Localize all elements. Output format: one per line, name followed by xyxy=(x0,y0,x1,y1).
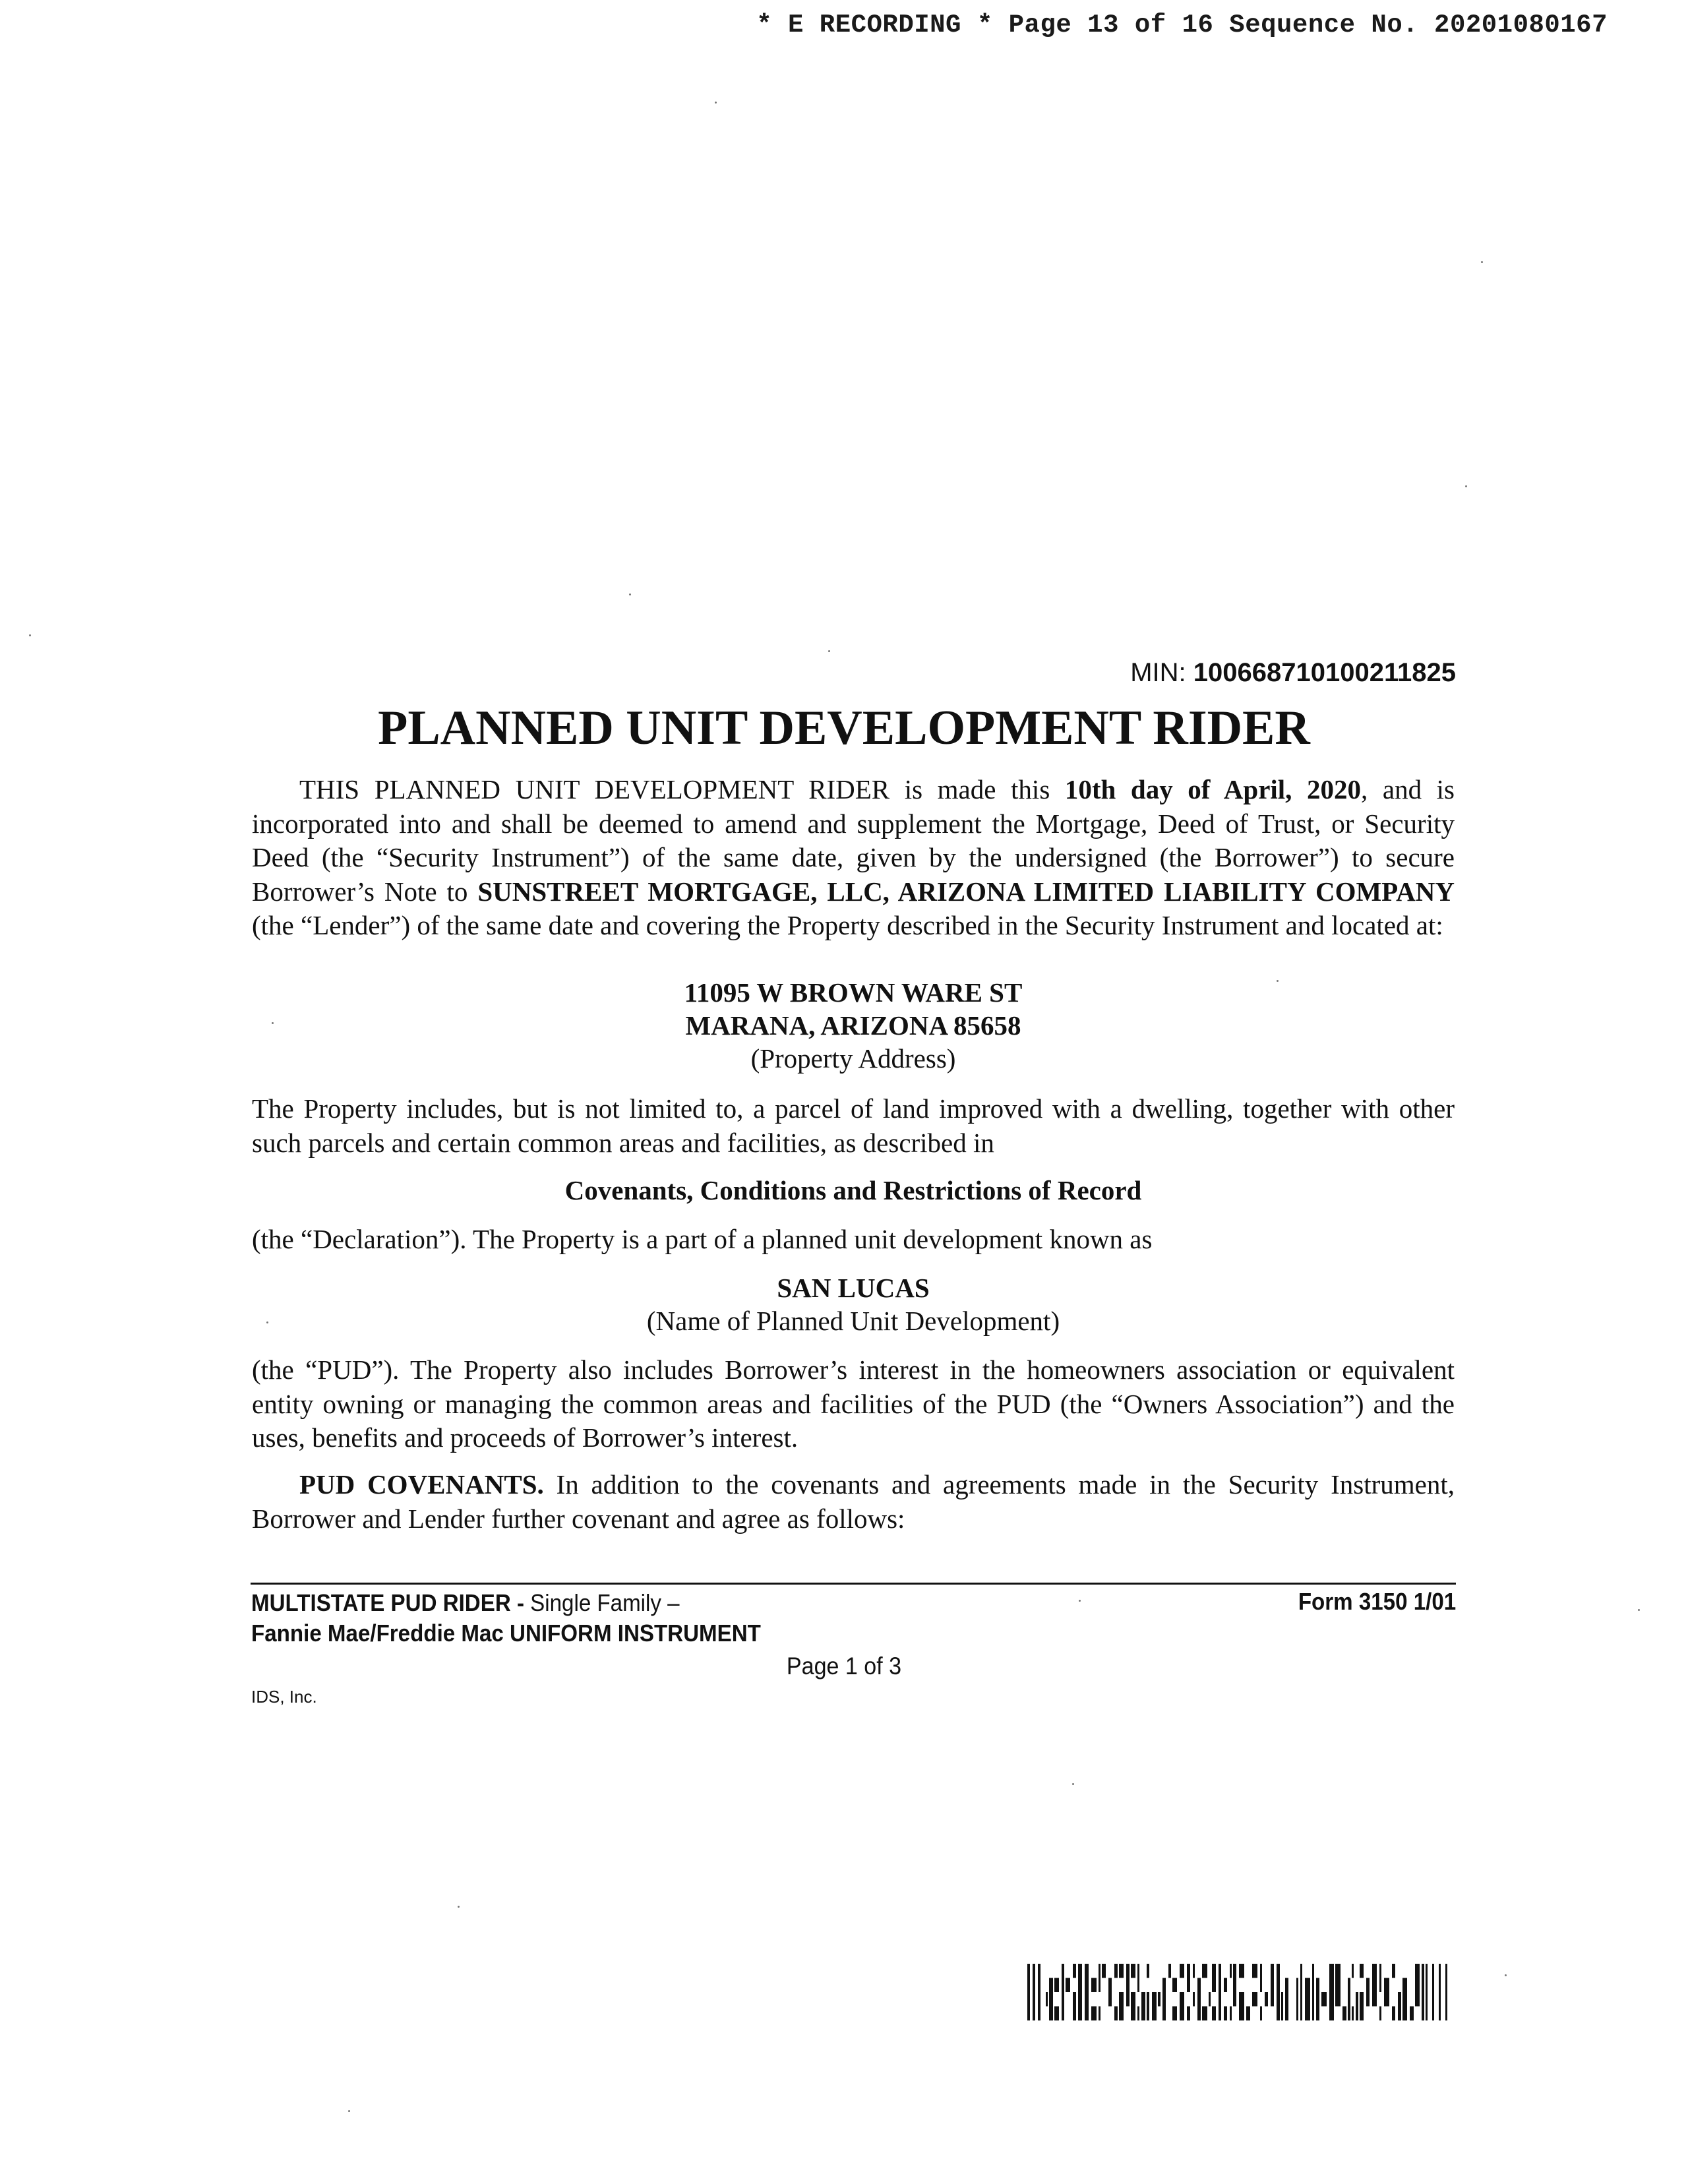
property-address-caption: (Property Address) xyxy=(750,1043,956,1074)
declaration-name: Covenants, Conditions and Restrictions of Record xyxy=(564,1175,1142,1205)
intro-text-3: (the “Lender”) of the same date and covering the Property described in the Security Instrument and located at: xyxy=(252,910,1443,940)
footer-divider xyxy=(251,1583,1456,1585)
footer-page-number: Page 1 of 3 xyxy=(786,1653,902,1680)
lender-name: SUNSTREET MORTGAGE, LLC, ARIZONA LIMITED LIABILITY COMPANY xyxy=(477,876,1455,907)
covenants-paragraph xyxy=(252,1468,1455,1536)
min-label: MIN: xyxy=(1130,658,1186,687)
scan-speck xyxy=(1072,1783,1074,1785)
covenants-heading: PUD COVENANTS. xyxy=(299,1469,544,1500)
scan-speck xyxy=(1079,1600,1081,1602)
scan-speck xyxy=(458,1906,460,1908)
scan-speck xyxy=(828,650,830,652)
covenants-text: In addition to the covenants and agreements made in the Security Instrument, Borrower and Lender further covenant and agree as follows: xyxy=(252,1469,1455,1534)
rider-date: 10th day of April, 2020 xyxy=(1064,774,1362,804)
footer-instrument: Fannie Mae/Freddie Mac UNIFORM INSTRUMENT xyxy=(251,1620,761,1647)
scan-speck xyxy=(29,634,31,636)
recording-header: * E RECORDING * Page 13 of 16 Sequence No. 20201080167 xyxy=(756,11,1608,40)
property-address-line2: MARANA, ARIZONA 85658 xyxy=(685,1010,1021,1041)
min-number: 100668710100211825 xyxy=(1193,658,1456,687)
scan-speck xyxy=(715,102,717,104)
pud-name: SAN LUCAS xyxy=(777,1273,930,1303)
scan-speck xyxy=(1277,980,1279,982)
pud-name-block xyxy=(252,1271,1455,1337)
pud-paragraph: (the “PUD”). The Property also includes Borrower’s interest in the homeowners association or equivalent entity owning or managing the common areas and facilities of the PUD (the “Owners Association”) and the uses, benefits and proceeds of Borrower’s interest. xyxy=(252,1354,1455,1453)
intro-text-2: , and is incorporated into and shall be deemed to amend and supplement the Mortgage, Deed of Trust, or Security Deed (the “Security Instrument”) of the same date, given by the undersigned (the Borrower”) to secure Borrower’s Note to xyxy=(252,774,1455,907)
footer-form-description xyxy=(251,1588,761,1649)
barcode-image xyxy=(1027,1964,1449,2020)
declaration-paragraph: (the “Declaration”). The Property is a part of a planned unit development known as xyxy=(252,1224,1153,1254)
scan-speck xyxy=(272,1022,274,1024)
scan-speck xyxy=(629,593,631,595)
scan-speck xyxy=(1465,485,1467,487)
scan-speck xyxy=(1481,261,1483,263)
footer-vendor: IDS, Inc. xyxy=(251,1687,317,1707)
scan-speck xyxy=(348,2110,350,2112)
pud-name-caption: (Name of Planned Unit Development) xyxy=(646,1306,1060,1336)
intro-text-1: THIS PLANNED UNIT DEVELOPMENT RIDER is made this xyxy=(299,774,1065,804)
property-address-line1: 11095 W BROWN WARE ST xyxy=(684,977,1023,1008)
property-address-block xyxy=(252,976,1455,1075)
scan-speck xyxy=(1638,1609,1640,1611)
document-title: PLANNED UNIT DEVELOPMENT RIDER xyxy=(378,701,1310,755)
footer-form-number: Form 3150 1/01 xyxy=(1298,1588,1456,1615)
footer-rider-name: MULTISTATE PUD RIDER - xyxy=(251,1589,524,1616)
scan-speck xyxy=(1505,1974,1507,1976)
min-line xyxy=(1130,658,1456,688)
intro-paragraph xyxy=(252,773,1455,943)
property-includes-paragraph: The Property includes, but is not limited to, a parcel of land improved with a dwelling, together with other such parcels and certain common areas and facilities, as described in xyxy=(252,1093,1455,1158)
scan-speck xyxy=(266,1321,268,1323)
footer-rider-type: Single Family – xyxy=(524,1589,680,1616)
